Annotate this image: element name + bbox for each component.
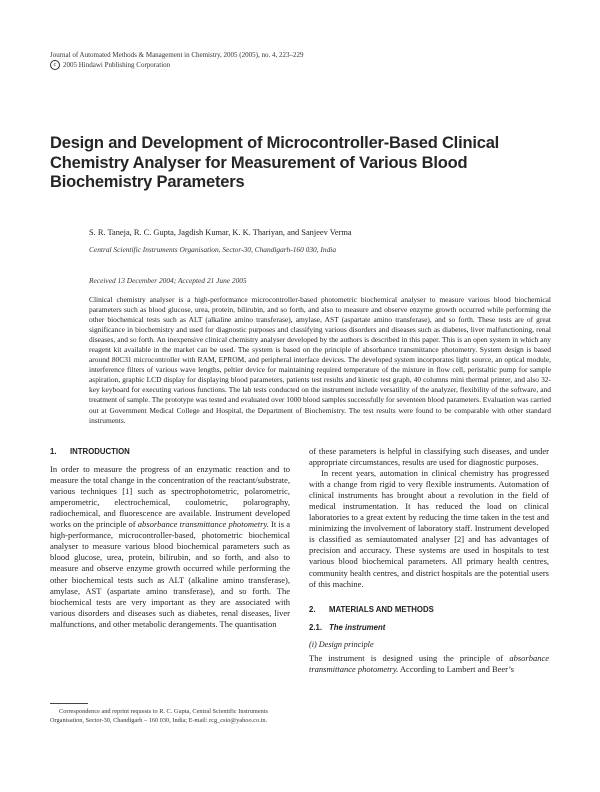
section-number: 1. [50,447,57,456]
intro-emphasis: absorbance transmittance photometry. [137,519,269,530]
design-text-b: According to Lambert and Beer’s [398,663,514,674]
copyright-icon: c [50,60,60,70]
subheading-design-principle: (i) Design principle [309,639,374,649]
intro-text-a: In order to measure the progress of an enzymatic reaction and to measure the total change in the concentration of the reactant/substrate, various techniques [1] such as spectrophotometric, polarometric, amperometric, electrochemical, coulometric, polarography, radiochemical, and fluorescence are available. Instrument developed works on the principle of [50,464,290,530]
body-paragraph: In recent years, automation in clinical chemistry has progressed with a change from rigid to very flexible instruments. Automation of clinical instruments has brought about a revolution in the field of medical instrumentation. It has reduced the load on clinical laboratories to a great extent by reducing the time taken in the test and minimizing the involvement of laboratory staff. Instrument developed is classified as semiautomated analyser [2] and has advantages of precision and accuracy. These systems are used in hospitals to test various blood biochemical parameters. All primary health centres, community health centres, and district hospitals are the potential users of this machine. [309,468,549,589]
affiliation: Central Scientific Instruments Organisation, Sector-30, Chandigarh-160 030, India [89,245,337,254]
abstract: Clinical chemistry analyser is a high-performance microcontroller-based photometric biochemical analyser to measure various blood biochemical parameters such as blood glucose, urea, protein, bilirubin, and so forth, and also to measure and observe enzyme growth occurred while performing the other biochemical tests such as ALT (alkaline amino transferase), amylase, AST (aspartate amino transferase), and so forth. These tests are of great significance in biochemistry and used for diagnostic purposes and classifying various disorders and diseases such as diabetes, liver malfunctioning, renal diseases, and so forth. An inexpensive clinical chemistry analyser developed by the authors is described in this paper. This is an open system in which any reagent kit available in the market can be used. The system is based on the principle of absorbance transmittance photometry. System design is based around 80C31 microcontroller with RAM, EPROM, and peripheral interface devices. The developed system incorporates light source, an optical module, interference filters of various wave lengths, peltier device for maintaining required temperature of the mixture in flow cell, peristaltic pump for sample aspiration, graphic LCD display for displaying blood parameters, patients test results and kinetic test graph, 40 columns mini thermal printer, and also 32-key keyboard for executing various functions. The lab tests conducted on the instrument include versatility of the analyzer, flexibility of the software, and treatment of sample. The prototype was tested and evaluated over 1000 blood samples successfully for seventeen blood parameters. Evaluation was carried out at Government Medical College and Hospital, the Department of Biochemistry. The test results were found to be comparable with other standard instruments. [89,295,551,425]
subsection-number: 2.1. [309,622,323,632]
section-heading-materials-methods [309,604,549,615]
left-column [50,446,290,630]
design-emphasis: absorbance transmittance photometry. [309,652,549,674]
section-title: MATERIALS AND METHODS [329,604,434,614]
intro-paragraph [50,464,290,630]
correspondence-footnote [50,708,290,725]
author-list: S. R. Taneja, R. C. Gupta, Jagdish Kumar, K. K. Thariyan, and Sanjeev Verma [89,228,352,237]
section-heading-introduction [50,446,290,457]
body-paragraph: of these parameters is helpful in classifying such diseases, and under appropriate circumstances, results are used for diagnostic purposes. [309,446,549,468]
section-title: INTRODUCTION [70,447,130,456]
design-text-a: The instrument is designed using the principle of [309,652,510,663]
subsection-heading-instrument [309,622,549,633]
intro-text-b: It is a high-performance, microcontroller-based, photometric biochemical analyser to measure various blood biochemical parameters such as blood glucose, urea, protein, bilirubin, and so forth, and also to measure and observe enzyme growth occurred while performing the other biochemical tests such as ALT (alkaline amino transferase), amylase, AST (aspartate amino transferase), and so forth. The biochemical tests are very important as they are associated with various disorders and diseases such as diabetes, renal diseases, liver malfunctions, and other metabolic derangements. The quantisation [50,519,290,629]
footnote-text: Correspondence and reprint requests to R. C. Gupta, Central Scientific Instruments Organisation, Sector-30, Chandigarh – 160 030, India; E-mail: rcg_csio@yahoo.co.in. [50,708,268,724]
subsection-title: The instrument [329,622,386,632]
journal-header [50,50,303,70]
section-number: 2. [309,604,316,614]
copyright-line [50,60,303,70]
body-paragraph [309,653,549,675]
footnote-divider [50,703,88,704]
journal-citation: Journal of Automated Methods & Management in Chemistry, 2005 (2005), no. 4, 223–229 [50,51,304,59]
received-dates: Received 13 December 2004; Accepted 21 June 2005 [89,276,247,285]
paper-title: Design and Development of Microcontroller-Based Clinical Chemistry Analyser for Measurement of Various Blood Biochemistry Parameters [50,134,500,191]
right-column [309,446,549,675]
copyright-text: 2005 Hindawi Publishing Corporation [63,61,171,69]
